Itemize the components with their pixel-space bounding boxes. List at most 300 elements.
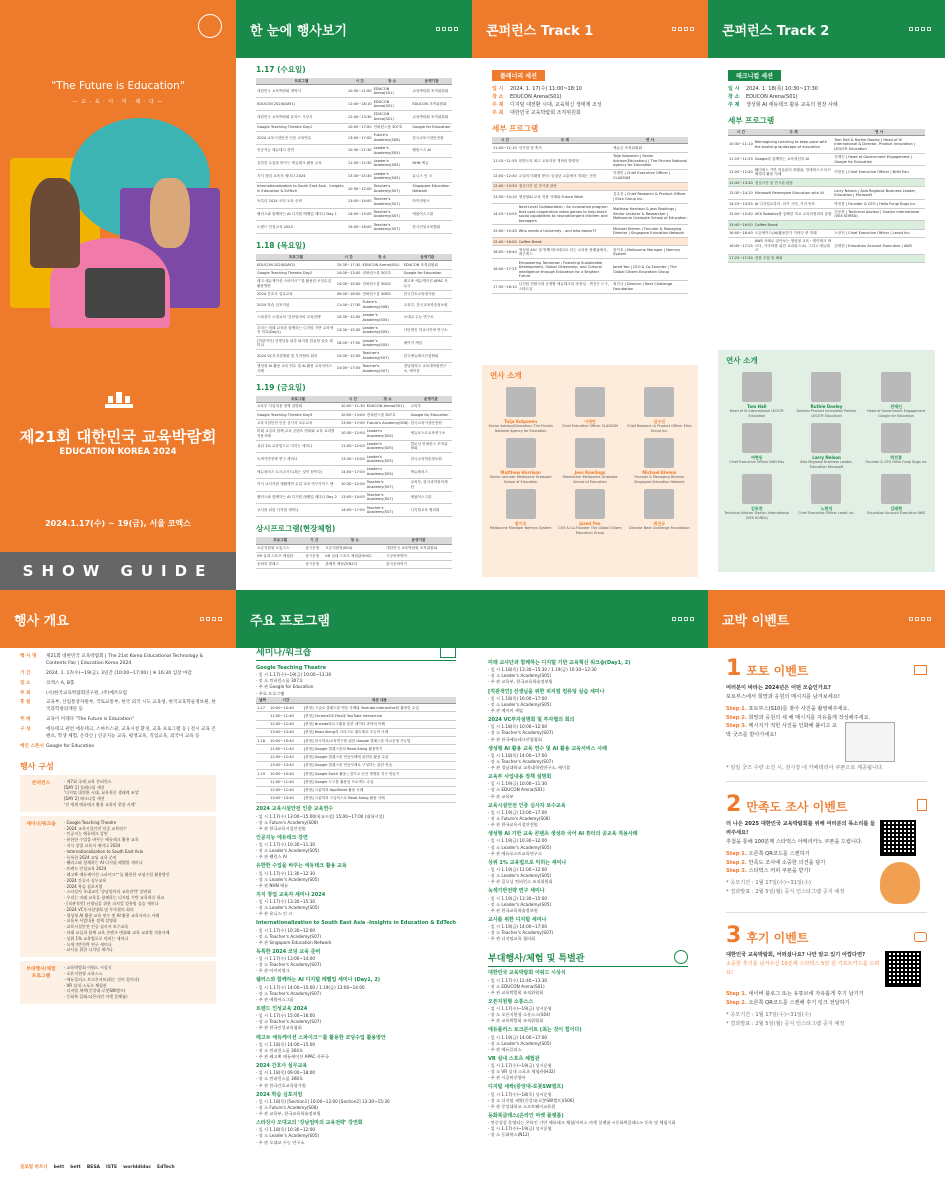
composition-item: · 스타강사 오대교의 '강남엄마의 교육전략' 강연회 (64, 889, 152, 895)
table-cell: 동화북 클래스 (256, 561, 304, 569)
program-title: 녹색기반전략 연구 세미나 (488, 888, 545, 895)
cover-panel (0, 0, 236, 590)
schedule-panel (236, 0, 472, 590)
composition-item: · 2024 VC투자설명회 및 투자협의 회의 (64, 906, 134, 912)
program-detail: · 주 관 레고® 에듀케이션 APAC 사무국 (256, 1053, 329, 1059)
speaker-name: Taija Kolponen (504, 419, 538, 424)
program-detail: · 주 관 경남대학교 교육대학원연구소, 에이블 (488, 765, 571, 771)
table-cell: 디지털교육 협의회 (410, 504, 452, 517)
table-cell (256, 786, 269, 794)
composition-items (64, 779, 140, 808)
table-cell: 대한민국 교육박람회 조직위원회 (385, 544, 452, 552)
program-detail: · 주 관 한국교육학술정보원 (488, 907, 538, 913)
program-detail: · 연중상설 운영되는 온라인 기반 에듀테크 체험/서비스 마켓 플랫폼 <동화북클래스> 등록 및 체험기회 (488, 1120, 676, 1126)
table-cell: [중장] 크롬북과 구글어스로 Read Along 활용 사례 (303, 795, 456, 803)
table-cell: Teacher's Academy(S07) (373, 195, 412, 208)
show-guide-banner: SHOW GUIDE (0, 552, 236, 590)
overview-value: 에듀테크 관련 에듀테크, 스마트스쿨, 교육시설 환경, 교육 프로그램 등 | 전시 교육 콘텐츠, 학생 체험, 온라인 | 인공지능 교육, 평생교육, 직업교육, 외국어 교육 등 (46, 727, 216, 740)
owl-mascot-icon (880, 862, 920, 904)
composition-item: [DAY 1] 플레너리 세션 (64, 784, 105, 790)
table-cell: [중장] 외국학교/교육연구를 위한 Google 클래스룸 학교운영 가능법 (303, 737, 456, 745)
overview-row (20, 744, 216, 751)
regular-title: 상시프로그램(현장체험) (256, 524, 336, 534)
table-cell: 상시운영 (304, 544, 324, 552)
speaker-card (488, 438, 553, 484)
info-value: 대한민국 교육박람회 조직위원회 (510, 110, 581, 116)
table-cell: 2024 간호사 실무교육 (256, 290, 336, 298)
regular-table (256, 537, 452, 569)
table-cell: 아이비씽크 (411, 195, 452, 208)
table-cell: 교육시설안전 인증 심사자 보수교육 (256, 419, 340, 427)
table-row (728, 166, 925, 179)
partner-logo: bett (53, 1164, 65, 1170)
table-cell: 12:00~12:40 (492, 169, 518, 182)
table-header-cell: 날짜 (256, 697, 269, 704)
table-cell: 10:30~12:00 (340, 478, 366, 491)
info-label: 주 제 (492, 102, 504, 108)
table-cell: NHN 에듀 (411, 157, 452, 170)
program-title: 생성형 AI 활용 교육 연수 및 AI 활용 교육서비스 사례 (488, 745, 607, 752)
table-cell: 디지털 전환시대 공생할 에듀테크의 과정성 - 핵심은 도구, 스타트업 (518, 280, 612, 293)
table-cell: Google for Education (410, 411, 452, 419)
table-cell: 미래 교실과 함께 교육 콘텐츠 변화와 교육 교과별 적용사례 (256, 427, 340, 440)
program-item (488, 917, 688, 943)
program-detail: · 장 소 EDUCON Arena(S01) (488, 983, 545, 989)
table-row (256, 337, 452, 350)
table-cell: Leader's Academy(S05) (366, 427, 410, 440)
info-row (728, 85, 925, 93)
partner-logo: worlddidac (123, 1164, 152, 1170)
info-row (492, 85, 688, 93)
track2-info (728, 85, 925, 109)
table-row (492, 191, 688, 204)
seminar-title: 세미나/워크숍 (256, 648, 312, 658)
table-row (256, 745, 456, 753)
table-cell: 14:00~17:00 (340, 466, 366, 479)
table-cell (256, 728, 269, 736)
table-cell: 13:00~17:00 (340, 419, 366, 427)
day1-title: 1.17 (수요일) (256, 65, 306, 74)
table-cell: 13:30~15:30 (347, 170, 373, 183)
table-cell (833, 179, 925, 187)
program-detail: · 일 시 1.18(목) 09:00~18:00 (256, 1070, 316, 1076)
composition-item: '디지털 대전환 시대, 교육혁신 생태계 조성' (64, 790, 140, 796)
table-row (492, 259, 688, 281)
program-detail: · 장 소 Leader's Academy(S05) (488, 844, 552, 850)
program-detail: · 일 시 1.18(목) [Section1] 10:00~12:00 [Section2] 13:30~15:30 (256, 1098, 390, 1104)
speaker-card (488, 489, 553, 535)
table-cell: 14:00~17:00 (336, 362, 362, 375)
table-cell (833, 255, 925, 263)
dots-icon (436, 27, 458, 31)
table-cell: Next Level Collaboration : An innovative program that uses cooperative video games to help teach social capabilities to neurodivergent children and teenagers (518, 203, 612, 225)
table-row (728, 200, 925, 208)
composition-item: '전 세계 에듀테크 활용 교육의 현장 사례' (64, 801, 136, 807)
table-cell: 지식 창업 교육자 세미나 2024 (256, 170, 347, 183)
table-cell: 우리는 미래 교육을 함께하는 디지털 기반 교육혁신 학교(Day1) (256, 324, 336, 337)
speaker-role: CEO & Co-Founder The Global Citizen Education Group (558, 526, 622, 535)
table-cell: 10:30~12:00 (340, 427, 366, 440)
program-title: 교육부 사업내용 정책 설명회 (488, 774, 552, 781)
table-header-cell: 시간 (269, 697, 303, 704)
table-cell: 녹색기반전략 연구 세미나 (256, 453, 340, 466)
info-label: 주 제 (728, 102, 740, 108)
program-title: 독특한 2024 코딩 교육 준비 (256, 948, 321, 955)
program-detail: · 주 관 메이커 캐임 (488, 707, 523, 713)
table-cell: 지식 교사지원 생활재연 수업 교육 연구가이드 밴 (256, 478, 340, 491)
table-row (256, 362, 452, 375)
table-cell: Leader's Academy(S05) (373, 144, 412, 157)
table-cell: Reimagining Learning to keep pace with the evolving landscape of education (754, 136, 834, 153)
table-cell: 교육부 사업내용 정책 설명회 (256, 403, 340, 411)
table-cell: 에듀플러스 (410, 466, 452, 479)
program-item (256, 1120, 456, 1146)
table-row (256, 278, 452, 291)
table-cell: AI 디지털교과서 -차기 시민, 기저 목표 (754, 200, 834, 208)
table-cell: EDUCON 조직위원회 (411, 98, 452, 111)
program-detail: · 일 시 1.17(수) 13:00~14:00 (256, 956, 316, 962)
speaker-photo (742, 372, 772, 402)
table-cell: 유니스 인 크 (411, 170, 452, 183)
table-header-cell: 시 간 (340, 396, 366, 403)
composition-label: 콘퍼런스 (31, 780, 51, 786)
program-title: 동화북클래스(온라인 마켓 플랫폼) (488, 1112, 564, 1119)
table-cell: 10:00~13:00 (340, 411, 366, 419)
table-cell: 10:00~10:40 (269, 704, 303, 712)
overview-value: Google for Education (46, 743, 95, 749)
table-cell: Matthew Harrison & Jess Rowlings | Senior Lecturer & Researcher | Melbourne Graduate School of Education (612, 203, 688, 225)
composition-block (20, 775, 216, 812)
table-cell: 에듀포스트교육연구소 (410, 427, 452, 440)
programs-panel (236, 590, 708, 1180)
speaker-photo (881, 474, 911, 504)
speaker-card (488, 387, 553, 433)
table-cell: EDUCON Arena(S01) (373, 98, 412, 111)
track1-program-title: 세부 프로그램 (492, 124, 539, 133)
table-row (256, 290, 452, 298)
table-cell: 교실의 미래를 묻다: 들었던 교총에서 미래는 전망 (518, 169, 612, 182)
overview-label: 주 제 (20, 717, 31, 723)
table-cell: Larry Nelson | Asia Regional Business Leader, Education | Microsoft (833, 187, 925, 200)
program-detail: · 일 시 1.19(금) 13:30~15:00 (488, 895, 548, 901)
table-header-cell: 시 간 (492, 137, 518, 144)
program-detail: · 주 관 웰런스 AI (256, 854, 287, 860)
table-cell: Leader's Academy(S05) (366, 466, 410, 479)
partner-logo: EdTech (157, 1164, 175, 1170)
table-header-cell: 운영기관 (385, 537, 452, 544)
table-row (728, 153, 925, 166)
program-detail: · 주 관 에듀플러스 (488, 1046, 522, 1052)
program-detail: · 일 시 1.19(금) 11:00~12:00 (488, 866, 548, 872)
table-row (256, 778, 456, 786)
overview-row (20, 691, 216, 698)
overview-info (0, 648, 236, 751)
table-row (256, 720, 456, 728)
table-row (256, 311, 452, 324)
program-detail: · 장 소 Future's Academy(S08) (256, 1104, 319, 1110)
day3-table (256, 396, 452, 518)
table-cell: Google for Education (403, 269, 452, 277)
program-detail: · 주 관 Singapore Education Network (256, 939, 332, 945)
program-detail: · 주 관 한국교육시설안전원 (488, 822, 538, 828)
table-cell: 한국에듀테크산업협회 (403, 350, 452, 363)
composition-item: · 생성형 AI 활용 교육 연수 및 AI 활용 교육서비스 사례 (64, 912, 160, 918)
table-row (256, 350, 452, 363)
composition-item: · [직관적인] 선생님을 위한 피지컬 컴퓨팅 실습 세미나 (64, 900, 159, 906)
program-item (256, 892, 456, 918)
table-cell: 한국교육학술정보원 (410, 453, 452, 466)
table-cell: 한국인성교육협회 (411, 221, 452, 234)
table-header-cell: 장 소 (361, 254, 402, 261)
overview-label: 장 소 (20, 680, 31, 686)
program-detail: · 장 소 Teacher's Academy(S07) (488, 730, 554, 736)
table-cell: VEX Robotics를 통해한 학교 교육과정과의 통합 (754, 208, 834, 221)
track2-program-title: 세부 프로그램 (728, 116, 775, 125)
composition-block (20, 816, 216, 957)
table-cell: 1.17 (256, 704, 269, 712)
table-cell: 교육부, 한국과학창의재단 (410, 478, 452, 491)
composition-item: · 오픈지원형 소통스스 (64, 970, 103, 976)
program-detail: · 주 관 교육박람회 조직위원회 (488, 989, 544, 995)
program-item (488, 1084, 688, 1110)
overview-row (20, 727, 216, 741)
table-cell: Leader's Academy(S05) (366, 453, 410, 466)
speaker-name: Ruthie Dooley (810, 404, 843, 409)
overview-row (20, 671, 216, 678)
speaker-name: Jess Rowlings (574, 470, 606, 476)
table-header-cell: 연 사 (833, 129, 925, 136)
info-value: 2024. 1. 18(목) 10:30~17:30 (746, 86, 818, 92)
survey-qr-code[interactable] (880, 820, 916, 856)
composition-item: · 에듀플러스 토크콘서트(최는 것이 힘이다) (64, 976, 140, 982)
speaker-name: Larry Nelson (812, 455, 841, 461)
table-header-cell: 시 간 (347, 78, 373, 85)
table-cell: 한반도의 최고 교육과정 개혁의 방향성 (518, 152, 612, 169)
program-title: 디지털 새싹(중앙대-로봇SW캠프) (488, 1084, 564, 1091)
table-row (256, 98, 452, 111)
programs-header: 주요 프로그램 (236, 590, 708, 648)
program-detail: · 장 소 Future's Academy(S08) (488, 816, 551, 821)
composition-list (20, 775, 216, 1004)
program-item (256, 1035, 456, 1061)
track1-speakers (482, 365, 698, 577)
speaker-name: 함이호 (514, 521, 527, 527)
table-cell: 점심시간 및 전시관 관람 (754, 179, 834, 187)
dots-icon (672, 27, 694, 31)
review-qr-code[interactable] (885, 951, 921, 987)
composition-item: · 제7회 국제 교육 콘퍼런스 (64, 778, 112, 784)
table-cell: [중장] 구글로 클래스룸 연동 사례와 Youtube Interactive를 활용한 수업 (303, 704, 456, 712)
track1-info (492, 85, 688, 117)
table-header-cell: 세션 내용 (303, 697, 456, 704)
composition-item: · 독특한 2024 코딩 교육 준비 (64, 854, 117, 860)
table-cell: 1.19 (256, 770, 269, 778)
table-cell: 11:00~11:10 (492, 144, 518, 152)
program-title: [직관적인] 선생님을 위한 피지컬 컴퓨팅 실습 세미나 (488, 688, 605, 695)
gtt-table (256, 697, 456, 804)
table-cell: 15:00~15:40 (492, 225, 518, 238)
speaker-card (724, 474, 790, 520)
table-row (256, 85, 452, 98)
table-row (256, 110, 452, 123)
program-detail: · 주 관 에뮬어스그룹 (256, 996, 294, 1002)
table-cell: 10:30~11:00 (347, 85, 373, 98)
program-detail: · 일 시 1.19(금) 10:00~11:30 (488, 781, 548, 787)
program-detail: · 일 시 1.18(목) 16:00~17:00 (488, 695, 548, 701)
table-row (728, 229, 925, 237)
overview-value: 코엑스 A, B홀 (46, 680, 75, 686)
table-cell: Future's Academy(S08) (373, 132, 412, 145)
table-cell: 13:00~14:00 (340, 491, 366, 504)
program-title: 인공지능 에듀테크 강연 (256, 834, 308, 841)
program-detail: · 일 시 1.19(금) 13:00~17:00 (488, 809, 548, 815)
composition-item: · 트렌드 인성교육 2024 (64, 866, 107, 872)
table-row (256, 761, 456, 769)
program-item (488, 717, 688, 743)
table-cell: 한국간호교육평가원 (403, 290, 452, 298)
program-title: 오픈지원형 소통스스 (488, 998, 534, 1005)
program-detail: · 장 소 Leader's Academy(S05) (256, 848, 320, 854)
table-cell: 09:00~18:00 (336, 290, 362, 298)
table-cell: [중장] Google 클래스룸 연동사례로 구성하는 관련 연습 (303, 761, 456, 769)
table-row (256, 552, 452, 560)
program-detail: · 일 시 1.17(수)~19(금) 상시운영 (488, 1006, 552, 1012)
speaker-photo (811, 423, 841, 453)
program-detail: · 일 시 1.19(금) 14:00~17:00 (488, 1034, 548, 1040)
composition-label: 부대행사/체험 프로그램 (26, 967, 56, 980)
program-title: 2024 간호사 실무교육 (256, 1063, 308, 1070)
table-cell: 10:00~17:00 (347, 123, 373, 131)
speaker-card (557, 387, 622, 433)
session-badge: 테크니컬 세션 (728, 70, 781, 81)
speaker-name: Matthew Harrison (500, 470, 541, 476)
program-detail: · 주 관 한국간호교육평가원 (256, 1082, 306, 1088)
program-detail: · 일 시 1.19(금) 10:30~12:00 (488, 838, 548, 844)
track2-speakers-title: 연사 소개 (726, 356, 758, 365)
table-row (256, 195, 452, 208)
table-cell: 10:30~11:10 (728, 136, 754, 153)
program-item (488, 1113, 688, 1139)
program-title: 레고® 에듀케이션 스파이크™를 활용한 코딩수업 활용방안 (256, 1034, 386, 1041)
speaker-card (724, 372, 790, 418)
program-item (488, 689, 688, 715)
cover-illustration (10, 118, 226, 336)
table-cell: 12:00~12:40 (728, 166, 754, 179)
speaker-name: 여현동 (751, 455, 763, 461)
table-cell (256, 745, 269, 753)
program-item (256, 1006, 456, 1032)
overview-label: 주 최 (20, 690, 31, 696)
program-item (256, 806, 456, 832)
speaker-photo (644, 387, 674, 417)
table-cell: 오픈지원형(S04) (324, 544, 385, 552)
composition-item: · VR 실내 스포츠 체험관 (64, 982, 107, 988)
program-title: 2024 교육시설안전 인증 교육연수 (256, 806, 334, 813)
table-row (728, 187, 925, 200)
table-cell: 13:00~13:40 (269, 761, 303, 769)
overview-row (20, 717, 216, 724)
table-cell: 10:00~13:00 (336, 269, 362, 277)
info-value: EDUCON Arena(S01) (510, 94, 562, 100)
track1-panel (472, 0, 708, 590)
table-row (256, 427, 452, 440)
speaker-name: Michael Klemm (642, 470, 677, 476)
track2-table (728, 129, 925, 263)
table-cell: 교육박람회 조직위원회 (411, 110, 452, 123)
overview-value: 2024. 1. 17(수)~19(금), 3일간 (10:00~17:00) | ※ 16:30 입장 마감 (46, 670, 192, 676)
table-cell: Singapore Education Network (411, 183, 452, 196)
table-cell: 16:45~17:25 (728, 237, 754, 254)
program-detail: · 일 시 1.17(수) 11:30~12:30 (256, 870, 316, 876)
table-row (256, 786, 456, 794)
table-header-cell: 시 간 (336, 254, 362, 261)
table-cell: [중장] Google 클래스룸 연동사례에 관련한 활용 수업 (303, 753, 456, 761)
info-label: 장 소 (728, 94, 740, 100)
program-detail: · 주 관 교육부, 한국교육학술정보원 (256, 1111, 321, 1117)
table-cell: Leader's Academy(S05) (361, 324, 402, 337)
table-cell: VR 실내 스포츠 체험관(H32) (324, 552, 385, 560)
program-detail: · 주 관 한국인성교육협회 (256, 1025, 302, 1031)
table-cell: Who needs a University - and who doesn't? (518, 225, 612, 238)
table-cell: 10:00~10:40 (269, 737, 303, 745)
table-row (256, 561, 452, 569)
table-cell: 오픈에이드(AI)활용한가 가려다 중 미래 (754, 229, 834, 237)
program-title: 2024 VC투자설명회 및 투자협의 회의 (488, 717, 575, 724)
day3-title: 1.19 (금요일) (256, 382, 306, 392)
table-row (256, 157, 452, 170)
chat-icon (914, 932, 927, 942)
overview-label: 후 원 (20, 700, 31, 706)
speaker-photo (742, 423, 772, 453)
table-cell: 16:00~17:00 (336, 337, 362, 350)
speaker-role: Melbourne Manager Nemrys System (489, 526, 552, 531)
table-row (256, 132, 452, 145)
composition-item: · 2024 학습 심포지엄 (64, 883, 103, 889)
table-row (256, 737, 456, 745)
program-detail: · 장 소 Leader's Academy(S05) (488, 1040, 552, 1046)
table-cell: 에뮬어스그룹 (410, 491, 452, 504)
program-detail: · 주 관 교육부 (488, 793, 514, 799)
table-cell: 유한한 수업을 바꾸는 에듀테크 활용 교육 (256, 157, 347, 170)
table-cell: EDUCON Arena(S01) (373, 85, 412, 98)
table-cell: Tom Hall & Ruthie Dooley | Head of IX International & Director, Product Innovation | LEGO® Education (833, 136, 925, 153)
table-cell: 12:00~12:40 (269, 720, 303, 728)
table-cell (256, 795, 269, 803)
table-cell: Teacher's Academy(S07) (373, 183, 412, 196)
people-icon (674, 950, 688, 964)
table-cell: 교육부, 한국교육학술정보원 (403, 299, 452, 312)
program-item (256, 863, 456, 889)
table-cell: 2024 교육시설안전 인증 교육연수 (256, 132, 347, 145)
speaker-role: Founder & Managing Director Singapore Education Network (634, 475, 685, 484)
composition-item: · 지식 창업 교육자 세미나 2024 (64, 842, 121, 848)
table-cell: Google for Education (411, 123, 452, 131)
track2-panel (708, 0, 945, 590)
table-cell: 17:25~17:30 (728, 255, 754, 263)
info-row (728, 93, 925, 101)
table-cell: 11:00~11:40 (269, 778, 303, 786)
table-cell: 12:40~13:30 (492, 182, 518, 190)
track1-speakers-title: 연사 소개 (490, 371, 522, 380)
program-detail: · 장 소 VR 실내 스포츠 체험관(H32) (488, 1069, 556, 1075)
event-1: 1 포토 이벤트 여러분이 바라는 2024년은 어떤 모습인가요? 포토부스에서 희망과 응원의 메시지를 남겨보세요! Step 1. 포토부스(S10)를 찾아 사진을 촬영해주세요. Step 2. 희망과 응원의 새 해 메시지를 자유롭게 작성해주세요. Step 3. 메시지가 적힌 사진을 인화해 붙이고 교박 굿즈를 받아가세요! * 일일 굿즈 수량 소진 시, 전시장 내 카페테리아 쿠폰으로 제공됩니다. (726, 658, 927, 782)
table-row (492, 182, 688, 190)
program-detail: · 장 소 오픈지원형 소통스스(S04) (488, 1012, 551, 1018)
program-title: VR 실내 스포츠 체험관 (488, 1055, 540, 1062)
composition-item: · 녹색기반전략 연구 세미나 (64, 941, 112, 947)
program-detail: · 일 시 1.18(목) 10:00~12:00 (488, 724, 548, 730)
program-detail: · 주 관 클로닝 컨퍼런스 조직위원회 (488, 879, 553, 885)
